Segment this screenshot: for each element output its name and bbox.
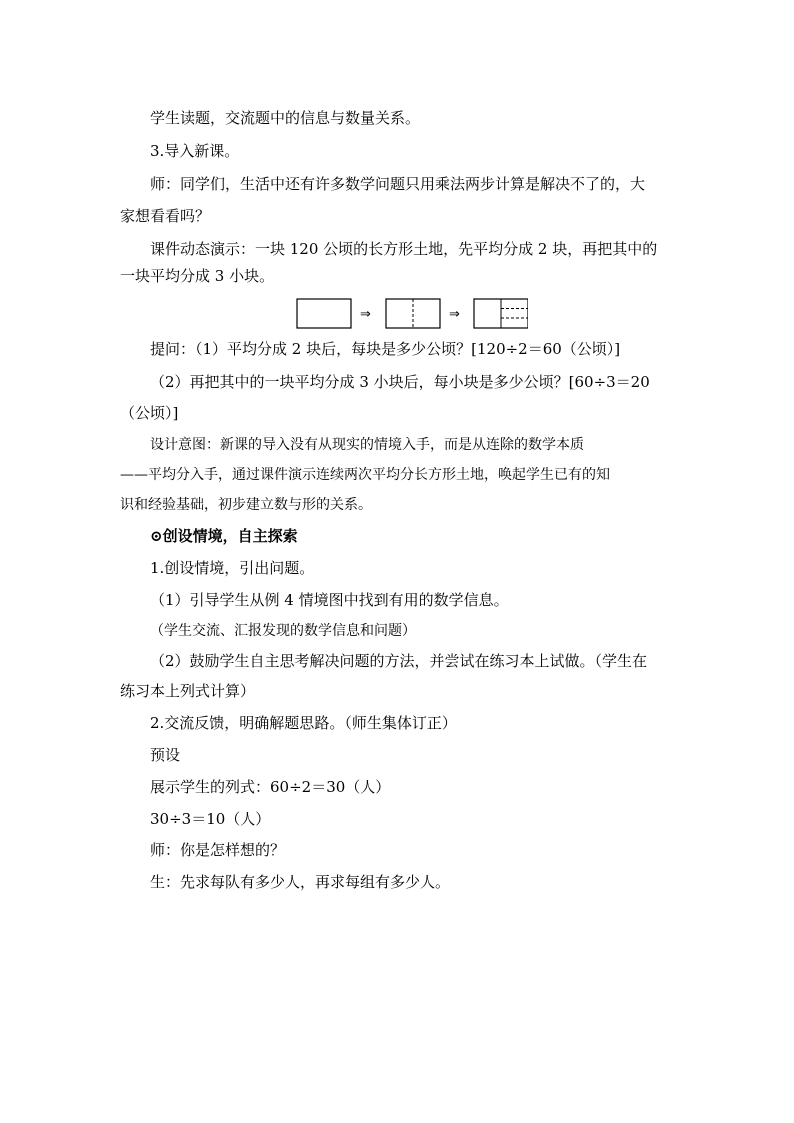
paragraph-line: 课件动态演示：一块 120 公顷的长方形土地，先平均分成 2 块，再把其中的 (150, 240, 658, 258)
design-intent-line: ——平均分入手，通过课件演示连续两次平均分长方形土地，唤起学生已有的知 (120, 467, 610, 483)
arrow-icon: ⇒ (360, 307, 371, 322)
paragraph-line: 师：同学们，生活中还有许多数学问题只用乘法两步计算是解决不了的，大 (150, 175, 646, 193)
paragraph-line: 师：你是怎样想的？ (150, 841, 286, 859)
whole-rectangle (297, 299, 351, 328)
paragraph-line: 30÷3＝10（人） (150, 810, 271, 828)
paragraph-line: 一块平均分成 3 小块。 (120, 267, 275, 285)
paragraph-line: 学生读题，交流题中的信息与数量关系。 (150, 109, 421, 127)
paragraph-line: 1.创设情境，引出问题。 (150, 559, 315, 577)
paragraph-line: 提问：（1）平均分成 2 块后，每块是多少公顷？[120÷2＝60（公顷）] (150, 340, 621, 358)
note-line: （学生交流、汇报发现的数学信息和问题） (150, 623, 416, 639)
rectangle-division-diagram (296, 298, 528, 330)
halved-rectangle (386, 299, 440, 328)
paragraph-line: （1）引导学生从例 4 情境图中找到有用的数学信息。 (150, 591, 509, 609)
paragraph-line: （2）再把其中的一块平均分成 3 小块后，每小块是多少公顷？[60÷3＝20 (150, 373, 650, 391)
design-intent-line: 识和经验基础，初步建立数与形的关系。 (120, 497, 372, 513)
paragraph-line: 练习本上列式计算） (120, 682, 256, 700)
paragraph-line: 2.交流反馈，明确解题思路。（师生集体订正） (150, 714, 457, 732)
arrow-icon: ⇒ (449, 307, 460, 322)
paragraph-line: 预设 (150, 746, 181, 764)
paragraph-line: 展示学生的列式：60÷2＝30（人） (150, 778, 391, 796)
paragraph-line: （2）鼓励学生自主思考解决问题的方法，并尝试在练习本上试做。（学生在 (150, 652, 648, 670)
paragraph-line: 家想看看吗？ (120, 207, 211, 225)
section-heading: ⊙创设情境，自主探索 (150, 527, 298, 545)
section-heading: 3.导入新课。 (150, 142, 240, 160)
paragraph-line: 生：先求每队有多少人，再求每组有多少人。 (150, 873, 451, 891)
design-intent-line: 设计意图：新课的导入没有从现实的情境入手，而是从连除的数学本质 (150, 437, 584, 453)
paragraph-line: （公顷）] (120, 404, 179, 422)
